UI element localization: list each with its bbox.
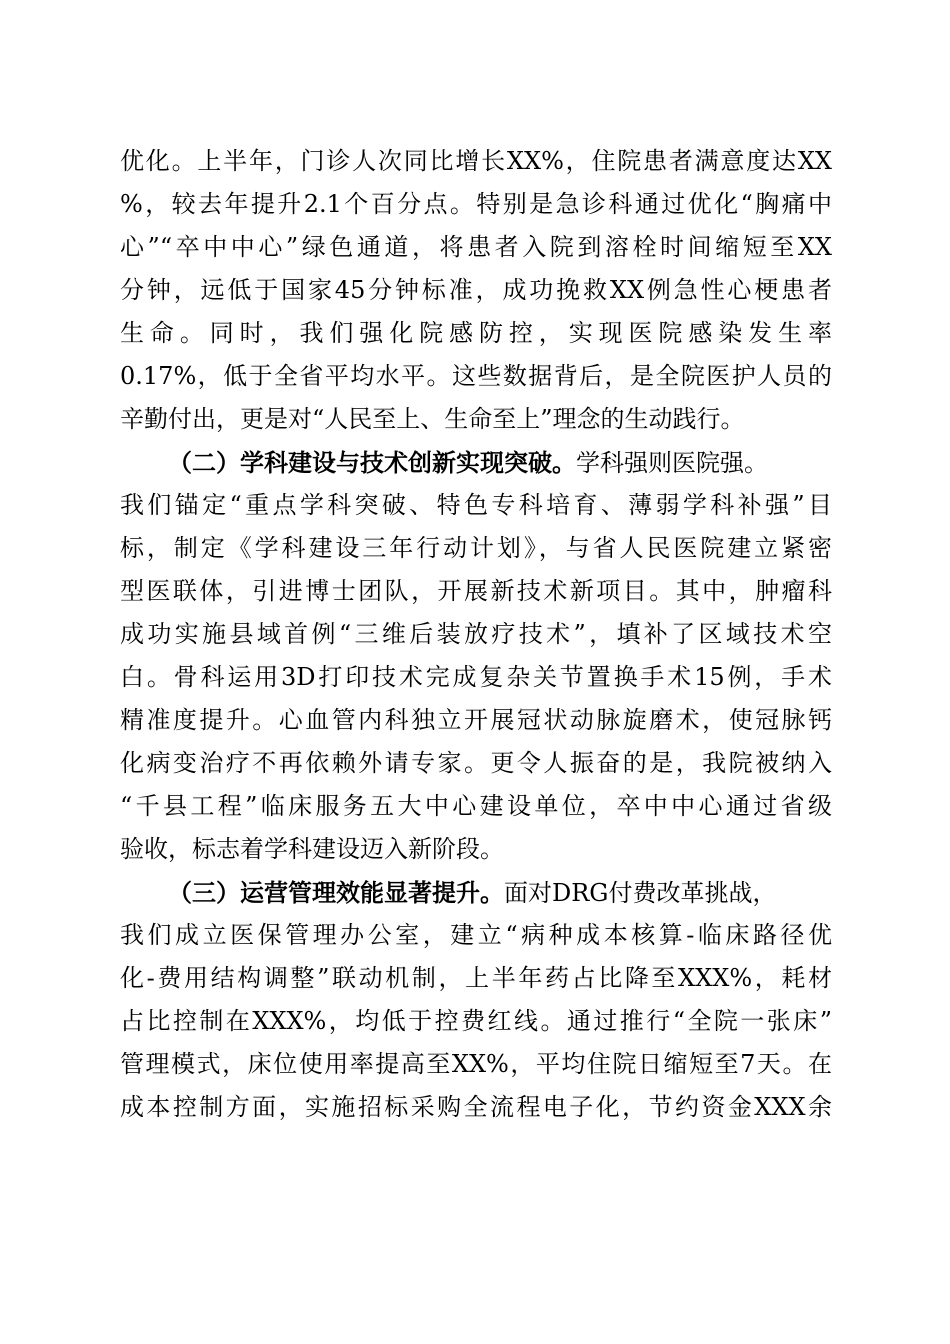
text-line: 0.17%，低于全省平均水平。这些数据背后，是全院医护人员的	[120, 362, 832, 390]
text-line: 白。骨科运用3D打印技术完成复杂关节置换手术15例，手术	[120, 663, 832, 691]
section-3-lead-text: 面对DRG付费改革挑战，	[504, 879, 777, 907]
section-2-lead-text: 学科强则医院强。	[576, 449, 768, 477]
section-2-first-line	[120, 441, 832, 484]
text-line: 辛勤付出，更是对“人民至上、生命至上”理念的生动践行。	[120, 405, 745, 433]
text-line: 化-费用结构调整”联动机制，上半年药占比降至XXX%，耗材	[120, 964, 832, 992]
text-line: 我们锚定“重点学科突破、特色专科培育、薄弱学科补强”目	[120, 491, 832, 519]
text-line: 型医联体，引进博士团队，开展新技术新项目。其中，肿瘤科	[120, 577, 832, 605]
text-line: %，较去年提升2.1个百分点。特别是急诊科通过优化“胸痛中	[120, 190, 832, 218]
text-line: 我们成立医保管理办公室，建立“病种成本核算-临床路径优	[120, 921, 832, 949]
text-line: 管理模式，床位使用率提高至XX%，平均住院日缩短至7天。在	[120, 1050, 832, 1078]
text-line: 优化。上半年，门诊人次同比增长XX%，住院患者满意度达XX	[120, 147, 832, 175]
text-line: 占比控制在XXX%，均低于控费红线。通过推行“全院一张床”	[120, 1007, 832, 1035]
text-line: 生命。同时，我们强化院感防控，实现医院感染发生率	[120, 319, 832, 347]
text-line: “千县工程”临床服务五大中心建设单位，卒中中心通过省级	[120, 792, 832, 820]
text-line: 验收，标志着学科建设迈入新阶段。	[120, 835, 504, 863]
text-line: 成本控制方面，实施招标采购全流程电子化，节约资金XXX余	[120, 1093, 832, 1121]
section-3-first-line	[120, 871, 832, 914]
text-line: 化病变治疗不再依赖外请专家。更令人振奋的是，我院被纳入	[120, 749, 832, 777]
document-body	[120, 140, 832, 1129]
text-line: 成功实施县域首例“三维后装放疗技术”，填补了区域技术空	[120, 620, 832, 648]
text-line: 精准度提升。心血管内科独立开展冠状动脉旋磨术，使冠脉钙	[120, 706, 832, 734]
text-line: 心”“卒中中心”绿色通道，将患者入院到溶栓时间缩短至XX	[120, 233, 832, 261]
text-line: 分钟，远低于国家45分钟标准，成功挽救XX例急性心梗患者	[120, 276, 832, 304]
section-2-heading: （二）学科建设与技术创新实现突破。	[168, 448, 576, 477]
text-line: 标，制定《学科建设三年行动计划》，与省人民医院建立紧密	[120, 534, 832, 562]
section-3-heading: （三）运营管理效能显著提升。	[168, 878, 504, 907]
